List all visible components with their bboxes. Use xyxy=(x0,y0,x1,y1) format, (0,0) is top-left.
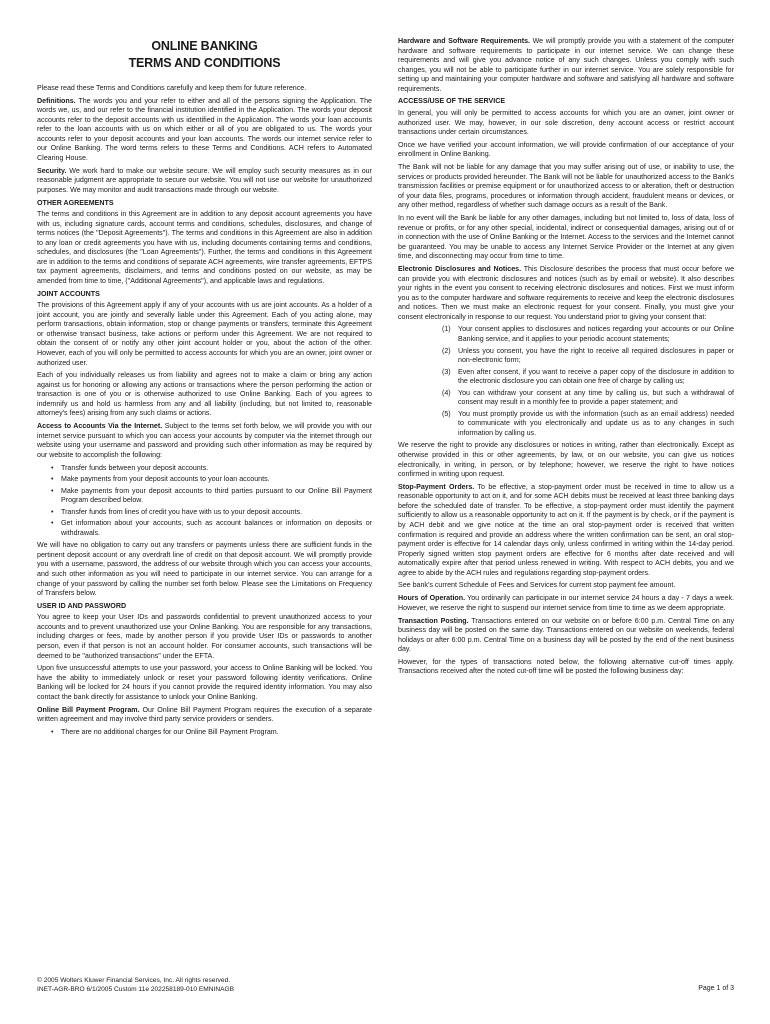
bill-payment-lead: Online Bill Payment Program. xyxy=(37,705,140,714)
access-after-paragraph: We will have no obligation to carry out any transfers or payments unless there are sufficient funds in the pertinent deposit account or any overdraft line of credit on that deposit account. We will promptly provide you with a username, password, the address of our website through which you can access your accounts, and such other information as you will need to participate in our internet service. You can arrange for a change of your password by calling the number set forth below. Please see the Limitations on Frequency of Transfers below. xyxy=(37,541,372,598)
access-text: Subject to the terms set forth below, we will provide you with our internet service pursuant to which you can access your accounts by computer via the internet through our website using your username and password and providing such other information as may be required by our website to accomplish the following: xyxy=(37,422,372,459)
stop-payment-lead: Stop-Payment Orders. xyxy=(398,482,475,491)
posting-lead: Transaction Posting. xyxy=(398,616,469,625)
right-column xyxy=(398,37,734,680)
security-text: We work hard to make our website secure. We will employ such security measures as in our reasonable judgment are appropriate to secure our website. You will not use our website for unauthorized purposes. We may monitor and audit transactions made through our website. xyxy=(37,166,372,194)
electronic-after-paragraph: We reserve the right to provide any disclosures or notices in writing, rather than electronically. Except as otherwise provided in this or other agreements, by law, or on our website, you can give us notices electronically, in writing, in person, or by telephone; however, we reserve the right to have notices confirmed in writing upon request. xyxy=(398,441,734,479)
list-item-text: Unless you consent, you have the right to receive all required disclosures in paper or non-electronic form; xyxy=(458,346,734,365)
hardware-paragraph xyxy=(398,37,734,94)
list-item-number: (1) xyxy=(442,325,451,334)
document-title xyxy=(37,38,372,72)
other-agreements-paragraph: The terms and conditions in this Agreement are in addition to any deposit account agreements you have with us, including signature cards, account terms and conditions, schedules, disclosures, and change of terms notices (the "Deposit Agreements"). The terms and conditions in this Agreement are also in addition to any loan or credit agreements you have with us, including documents containing terms and conditions, schedules, and disclosures (the "Loan Agreements"). Further, the terms and conditions in this Agreement are in addition to the terms and conditions of separate ACH agreements, wire transfer agreements, EFTPS tax payment agreements, disclaimers, and terms and conditions posted on our website, as may be amended from time to time, ("Additional Agreements"), and applicable laws and regulations. xyxy=(37,210,372,285)
list-item-number: (3) xyxy=(442,367,451,376)
user-id-heading: USER ID AND PASSWORD xyxy=(37,601,127,610)
page-number: Page 1 of 3 xyxy=(698,985,734,992)
list-item-number: (5) xyxy=(442,409,451,418)
list-item: • Transfer funds between your deposit accounts. xyxy=(61,464,372,474)
list-item-number: (2) xyxy=(442,346,451,355)
joint-accounts-paragraph-2: Each of you individually releases us from liability and agrees not to make a claim or bring any action against us for honoring or allowing any actions or transactions where the person performing the action or transaction is one of you or is otherwise authorized to use Online Banking. Each of you agrees to indemnify us and hold us harmless from any and all liability (including, but not limited to, reasonable attorney's fees) arising from any such claims or actions. xyxy=(37,371,372,418)
list-item-text: You can withdraw your consent at any time by calling us, but such a withdrawal of consent may result in a monthly fee to provide a paper statement; and xyxy=(458,388,734,407)
access-list xyxy=(37,464,372,539)
electronic-paragraph xyxy=(398,265,734,322)
other-agreements-heading: OTHER AGREEMENTS xyxy=(37,198,114,207)
stop-payment-text: To be effective, a stop-payment order must be received in time to allow us a reasonable opportunity to act on it, and for some ACH debits must be received at least three banking days before the scheduled date of transfer. To be effective, a stop-payment order must identify the payment sufficiently to allow us a reasonable opportunity to act on it. If the payment is by check, or if the payment is by ACH debit and we give notice at the time an oral stop-payment order is received that written confirmation is required and provide an address where the written confirmation can be sent, an oral stop-payment order is effective for 14 calendar days only, unless confirmed in writing within the 14-day period. Properly signed written stop payment orders are effective for 6 months after date received and will automatically expire after that period unless renewed in writing. With respect to ACH debits, you and we agree to abide by the ACH rules and regulations regarding stop-payment orders. xyxy=(398,482,734,577)
list-item-text: You must promptly provide us with the information (such as an email address) needed to communicate with you electronically and update us as to any changes in such information by calling us. xyxy=(458,409,734,437)
stop-payment-fee-paragraph: See bank's current Schedule of Fees and Services for current stop payment fee amount. xyxy=(398,581,676,590)
hours-text: You ordinarily can participate in our internet service 24 hours a day - 7 days a week. However, we reserve the right to suspend our internet service from time to time as we deem appropriate. xyxy=(398,594,735,612)
list-item xyxy=(442,367,734,387)
form-code-line: INET-AGR-BRO 6/1/2005 Custom 11e 202258189-010 EMNINAGB xyxy=(37,985,235,993)
access-paragraph xyxy=(37,422,372,460)
posting-paragraph xyxy=(398,617,734,655)
title-line-1: ONLINE BANKING xyxy=(151,39,258,53)
list-item: • Get information about your accounts, such as account balances or information on deposits or withdrawals. xyxy=(61,519,372,538)
access-use-heading: ACCESS/USE OF THE SERVICE xyxy=(398,97,506,106)
hours-lead: Hours of Operation. xyxy=(398,594,466,603)
posting-text: Transactions entered on our website on or before 6:00 p.m. Central Time on any business day will be posted on the same day. Transactions entered on our website on weekends, federal holidays or after 6:00 p.m. Central Time on a business day will be posted by the end of the next business day. xyxy=(398,616,734,654)
footer xyxy=(37,977,234,994)
list-item xyxy=(442,346,734,366)
list-item: • Make payments from your deposit accounts to third parties pursuant to our Online Bill Payment Program described below. xyxy=(61,487,372,506)
definitions-paragraph xyxy=(37,97,372,164)
bill-payment-text: Our Online Bill Payment Program requires the execution of a separate written agreement and may involve third party service providers or senders. xyxy=(37,705,372,724)
definitions-text: The words you and your refer to either and all of the persons signing the Application. The words we, us, and our refer to the financial institution identified in the Application. The words your deposit accounts refer to the deposit accounts with us identified in the Application. The words your loan accounts refer to the loan accounts with us on which either or all of you are obligated to us. The words your accounts refer to your deposit accounts and your loan accounts. The words our internet service refer to our Online Banking. The word terms refers to these Terms and Conditions. ACH refers to Automated Clearing House. xyxy=(37,96,372,163)
access-lead: Access to Accounts Via the Internet. xyxy=(37,422,163,431)
security-lead: Security. xyxy=(37,166,67,175)
list-item: • Transfer funds from lines of credit you have with us to your deposit accounts. xyxy=(61,508,372,518)
user-id-paragraph-1: You agree to keep your User IDs and passwords confidential to prevent unauthorized access to your accounts and to prevent unauthorized use your Online Banking. You are responsible for any transactions, including charges or fees, made by another person if you provide User IDs or passwords to another person, even if that person is not an account holder. For consumer accounts, such transactions will be deemed to be "authorized transactions" under the EFTA. xyxy=(37,613,372,660)
stop-payment-paragraph xyxy=(398,483,734,578)
access-use-paragraph-4: In no event will the Bank be liable for any other damages, including but not limited to, loss of data, loss of revenue or profits, or for any other special, incidental, indirect or consequential damages, arising out of or in connection with the use of Online Banking or the Internet. Access to the services and the Internet cannot be guaranteed. You may be unable to access any Internet Service Provider or the Internet at any given time, and disconnecting may occur from time to time. xyxy=(398,214,734,261)
joint-accounts-paragraph-1: The provisions of this Agreement apply if any of your accounts with us are joint accounts. As a holder of a joint account, you are jointly and severally liable under this Agreement. Each of you acting alone, may perform transactions, obtain information, stop or change payments or transfers, terminate this Agreement or otherwise transact business, take actions or perform under this Agreement. We are not required to obtain the consent of or notify any other joint account holder or you, about the action of the other. However, each of you will only be permitted to access accounts for which you are an owner, joint owner or authorized user. xyxy=(37,301,372,367)
electronic-lead: Electronic Disclosures and Notices. xyxy=(398,264,522,273)
intro-paragraph: Please read these Terms and Conditions carefully and keep them for future reference. xyxy=(37,84,307,92)
access-use-paragraph-2: Once we have verified your account information, we will provide confirmation of our acceptance of your enrollment in Online Banking. xyxy=(398,140,734,159)
left-column xyxy=(37,34,372,741)
title-line-2: TERMS AND CONDITIONS xyxy=(128,56,281,70)
list-item xyxy=(442,325,734,344)
hardware-lead: Hardware and Software Requirements. xyxy=(398,37,530,45)
list-item xyxy=(442,409,734,439)
list-item: • There are no additional charges for our Online Bill Payment Program. xyxy=(61,728,372,738)
electronic-list xyxy=(398,325,734,438)
list-item: • Make payments from your deposit accounts to your loan accounts. xyxy=(61,475,372,485)
list-item-text: Even after consent, if you want to receive a paper copy of the disclosure in addition to the electronic disclosure you can obtain one free of charge by calling us; xyxy=(458,367,734,386)
copyright-line: © 2005 Wolters Kluwer Financial Services, Inc. All rights reserved. xyxy=(37,977,231,984)
hours-paragraph xyxy=(398,594,734,613)
security-paragraph xyxy=(37,167,372,196)
list-item-text: Your consent applies to disclosures and notices regarding your accounts or our Online Banking service, and it applies to your periodic account statements; xyxy=(458,325,734,343)
bill-payment-list xyxy=(37,728,372,738)
bill-payment-paragraph xyxy=(37,706,372,725)
electronic-text: This Disclosure describes the process that must occur before we can provide you with electronic disclosures and notices (such as by email or website). It also describes your rights in the event you consent to receiving electronic disclosures and notices. First we must inform you as to the computer hardware and software requirements to receive and keep the electronic disclosures and notices. Then we must make an electronic request for your consent. Finally, you must give your consent electronically in response to our request. You understand prior to giving your consent that: xyxy=(398,264,735,321)
definitions-lead: Definitions. xyxy=(37,96,76,105)
access-use-paragraph-1: In general, you will only be permitted to access accounts for which you are an owner, joint owner or authorized user. We may, however, in our sole discretion, deny account access or restrict account transactions under certain circumstances. xyxy=(398,109,734,137)
list-item xyxy=(442,388,734,408)
joint-accounts-heading: JOINT ACCOUNTS xyxy=(37,289,100,298)
posting-cutoff-paragraph: However, for the types of transactions noted below, the following alternative cut-off times apply. Transactions received after the noted cut-off time will be posted the following business day: xyxy=(398,657,734,676)
access-use-paragraph-3: The Bank will not be liable for any damage that you may suffer arising out of use, or inability to use, the services or products provided hereunder. The Bank will not be liable for unauthorized access to the Bank's transmission facilities or premise equipment or for unauthorized access to or alteration, theft or destruction of your data files, programs, procedures or information through accident, fraudulent means or devices, or any other method, regardless of whether such damage occurs as a result of the Bank. xyxy=(398,163,734,210)
user-id-paragraph-2: Upon five unsuccessful attempts to use your password, your access to Online Banking will be locked. You have the ability to immediately unlock or reset your password following identity verifications. Online Banking will be locked for 24 hours if you cannot provide the required identity information. You may also contact the bank directly for assistance to unlock your Online Banking. xyxy=(37,664,372,701)
hardware-text: We will promptly provide you with a statement of the computer hardware and software requirements to participate in our internet service. We can change these requirements and will give you advance notice of any such changes. Unless you comply with such changes, you will not be able to participate further in our internet service. You are solely responsible for setting up and maintaining your computer hardware and software and satisfying all hardware and software requirements. xyxy=(398,37,734,93)
list-item-number: (4) xyxy=(442,388,451,397)
